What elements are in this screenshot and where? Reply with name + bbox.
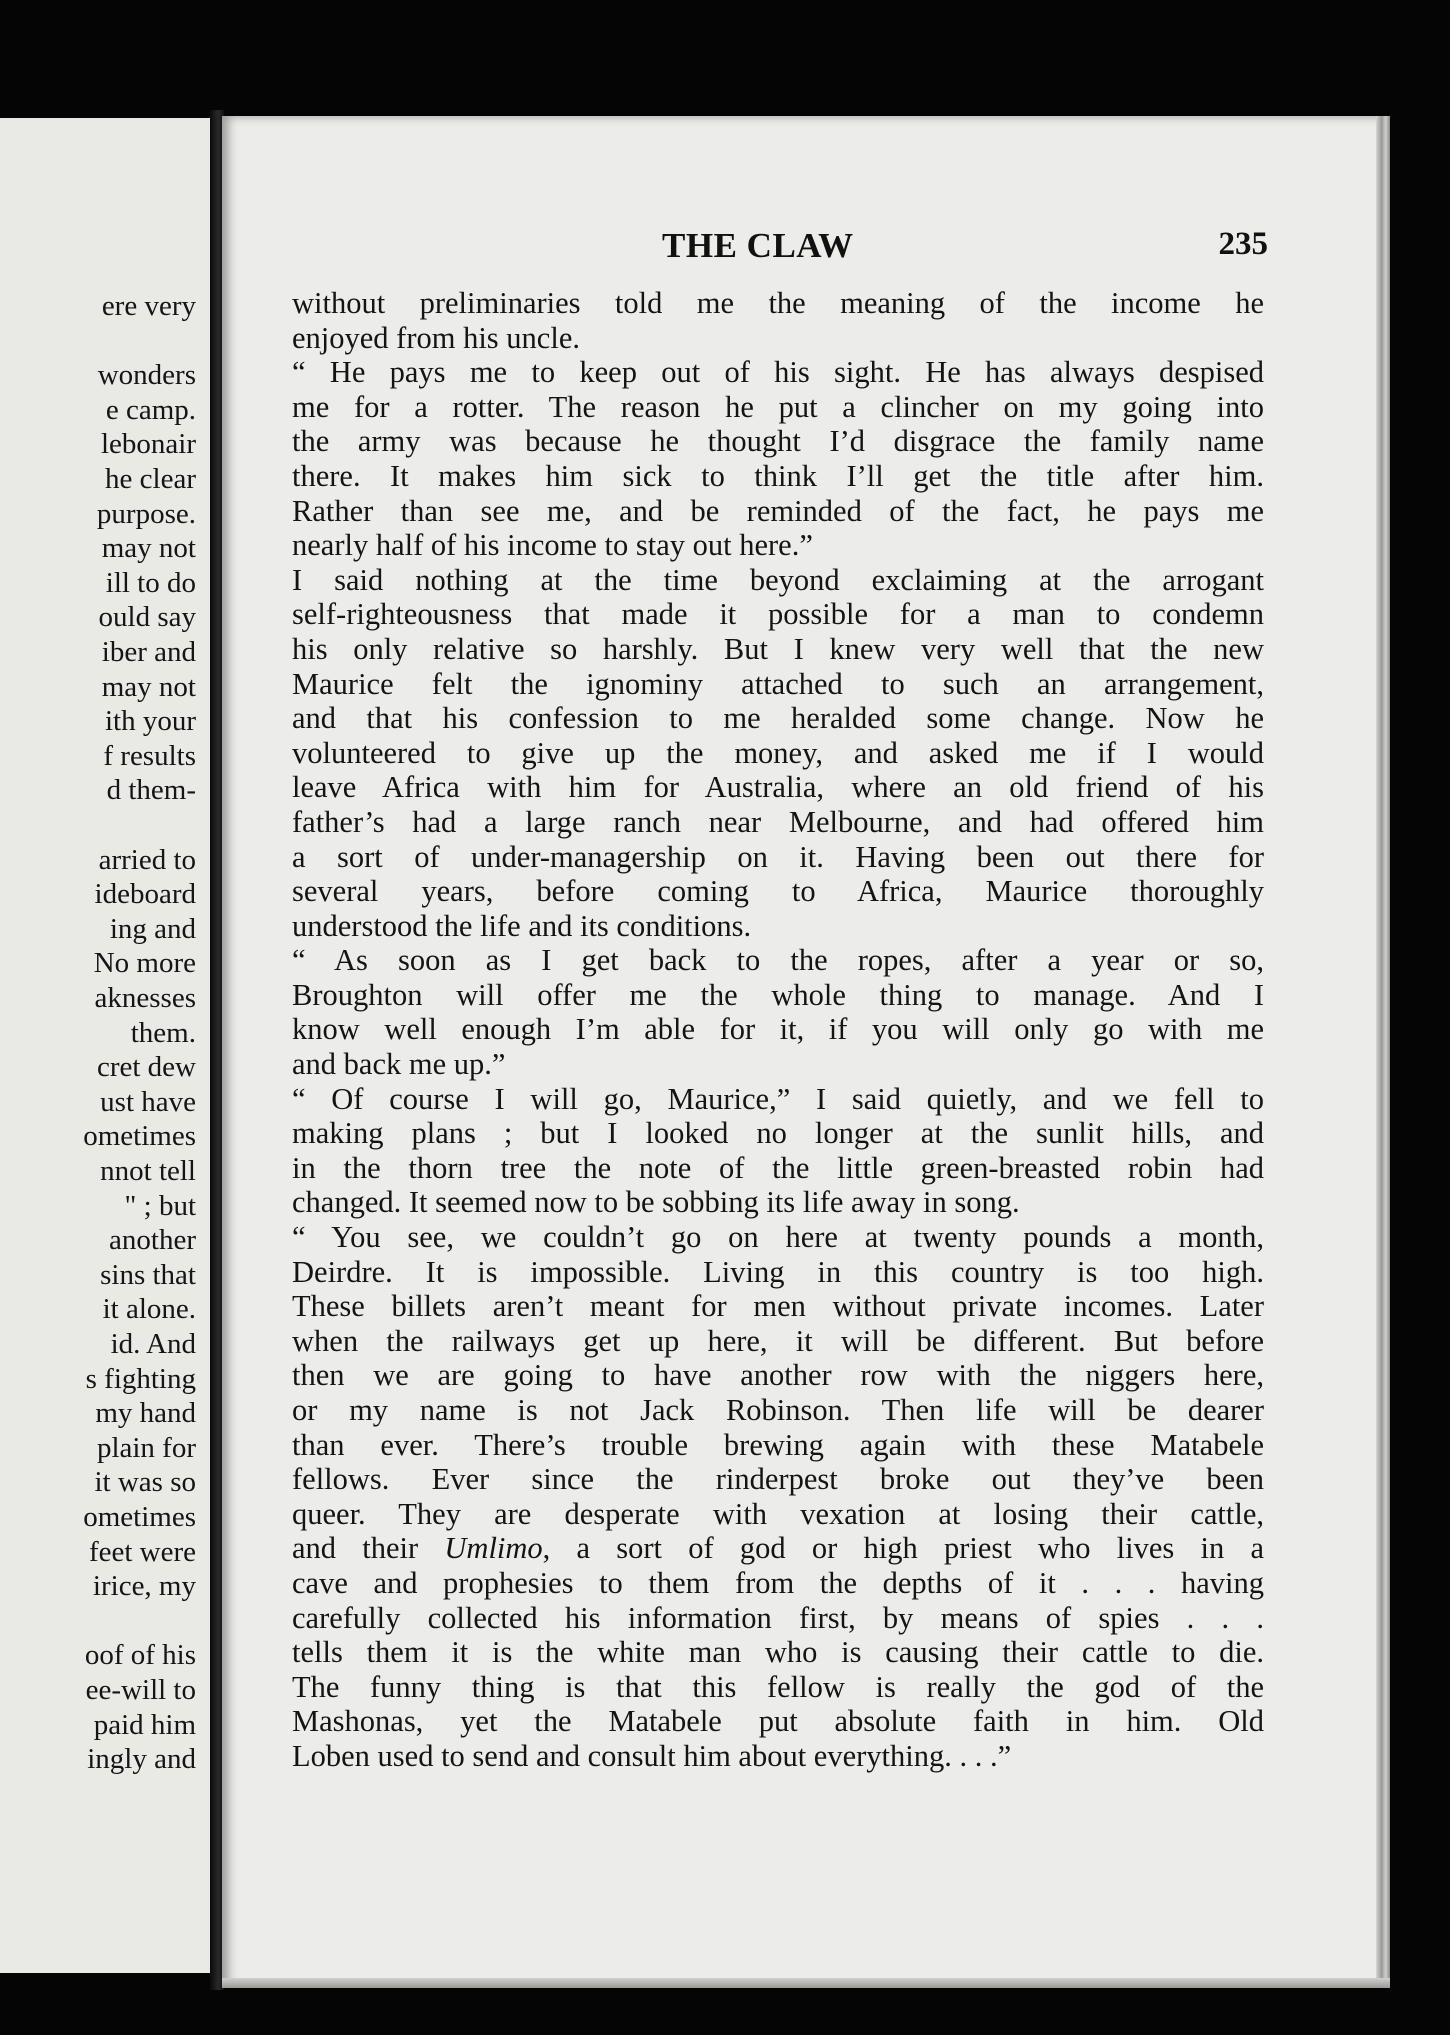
left-page-line: may not [101, 532, 196, 565]
left-page-line: another [109, 1224, 196, 1257]
text-line: Broughton will offer me the whole thing to manage. And I [292, 977, 1264, 1012]
text-line: when the railways get up here, it will be different. But before [292, 1323, 1264, 1358]
left-page-line: nnot tell [100, 1155, 196, 1187]
left-page-line: id. And [110, 1328, 196, 1360]
text-line: changed. It seemed now to be sobbing its life away in song. [292, 1185, 1020, 1220]
text-line: Loben used to send and consult him about everything. . . .” [292, 1738, 1012, 1773]
left-page-line: it alone. [102, 1293, 196, 1326]
left-page-line: aknesses [94, 982, 196, 1014]
left-page-line: oof of his [84, 1639, 196, 1672]
left-page-line: e camp. [105, 393, 196, 426]
text-line: and back me up.” [292, 1047, 506, 1082]
text-line: Rather than see me, and be reminded of the fact, he pays me [292, 493, 1264, 528]
left-page-line: f results [103, 739, 196, 772]
left-page-line: lebonair [100, 428, 196, 461]
left-page-line: ust have [100, 1085, 196, 1118]
text-line: self-righteousness that made it possible for a man to condemn [292, 597, 1264, 632]
left-page-line: it was so [94, 1466, 196, 1499]
left-page-line: paid him [93, 1708, 196, 1741]
text-line: queer. They are desperate with vexation at losing their cattle, [292, 1496, 1264, 1531]
left-page-line: d them- [106, 774, 196, 807]
text-line: Maurice felt the ignominy attached to such an arrangement, [292, 666, 1264, 701]
text-line: then we are going to have another row with the niggers here, [292, 1358, 1264, 1393]
text-line: Deirdre. It is impossible. Living in this country is too high. [292, 1254, 1264, 1289]
text-line: a sort of under-managership on it. Having been out there for [292, 839, 1264, 874]
text-line: enjoyed from his uncle. [292, 320, 580, 355]
left-page-line: feet were [88, 1535, 196, 1568]
text-line: “ As soon as I get back to the ropes, after a year or so, [292, 943, 1264, 978]
left-page-line: ideboard [94, 878, 196, 911]
text-line: than ever. There’s trouble brewing again with these Matabele [292, 1427, 1264, 1462]
left-page-line: sins that [100, 1258, 196, 1291]
text-line: understood the life and its conditions. [292, 908, 752, 943]
text-line: and their Umlimo, a sort of god or high priest who lives in a [292, 1531, 1264, 1566]
text-line: Mashonas, yet the Matabele put absolute faith in him. Old [292, 1704, 1264, 1739]
text-line: his only relative so harshly. But I knew very well that the new [292, 631, 1264, 666]
page-edge [1376, 116, 1390, 1988]
text-line: there. It makes him sick to think I’ll get the title after him. [292, 458, 1264, 493]
text-line: or my name is not Jack Robinson. Then life will be dearer [292, 1393, 1264, 1427]
left-page-line: plain for [96, 1431, 196, 1464]
left-page-line: s fighting [85, 1362, 196, 1395]
left-page-line: ere very [101, 290, 196, 322]
left-page-line: he clear [105, 463, 196, 495]
left-page-line: my hand [95, 1397, 196, 1430]
left-page-line: No more [93, 947, 196, 980]
left-page-line: ometimes [83, 1501, 196, 1533]
left-page-line: may not [101, 670, 196, 703]
left-page-line: ee-will to [85, 1674, 196, 1706]
text-line: several years, before coming to Africa, Maurice thoroughly [292, 874, 1264, 909]
italic-word: Umlimo [444, 1531, 543, 1566]
text-line: know well enough I’m able for it, if you will only go with me [292, 1012, 1264, 1047]
left-page-line: " ; but [124, 1189, 196, 1222]
text-line: fellows. Ever since the rinderpest broke out they’ve been [292, 1462, 1264, 1497]
left-page-line: ometimes [83, 1120, 196, 1153]
right-page [222, 116, 1390, 1988]
running-head: THE CLAW [662, 226, 854, 265]
text-line: The funny thing is that this fellow is really the god of the [292, 1669, 1264, 1704]
text-line: “ Of course I will go, Maurice,” I said quietly, and we fell to [292, 1081, 1264, 1116]
text-line: cave and prophesies to them from the depths of it . . . having [292, 1565, 1264, 1600]
text-line: in the thorn tree the note of the little green-breasted robin had [292, 1150, 1264, 1185]
text-line: volunteered to give up the money, and asked me if I would [292, 735, 1264, 770]
text-line: “ You see, we couldn’t go on here at twenty pounds a month, [292, 1220, 1264, 1255]
left-page-line: ould say [98, 601, 196, 634]
text-line: tells them it is the white man who is causing their cattle to die. [292, 1635, 1264, 1670]
left-page-line: ill to do [105, 566, 196, 599]
text-line: nearly half of his income to stay out here.” [292, 528, 813, 563]
text-line: carefully collected his information first, by means of spies . . . [292, 1600, 1264, 1635]
text-line: and that his confession to me heralded some change. Now he [292, 701, 1264, 736]
left-page-line: iber and [101, 636, 196, 668]
left-page-line: ingly and [87, 1743, 196, 1776]
text-line: making plans ; but I looked no longer at the sunlit hills, and [292, 1116, 1264, 1151]
left-facing-page [0, 118, 213, 1973]
page-bottom-edge [222, 1978, 1390, 1988]
left-page-line: ith your [104, 705, 196, 738]
text-line: father’s had a large ranch near Melbourne, and had offered him [292, 804, 1264, 839]
text-line: leave Africa with him for Australia, where an old friend of his [292, 770, 1264, 805]
left-page-line: cret dew [96, 1051, 196, 1084]
left-page-line: them. [130, 1016, 196, 1049]
left-page-line: irice, my [92, 1570, 196, 1603]
text-line: These billets aren’t meant for men without private incomes. Later [292, 1289, 1264, 1324]
text-line: without preliminaries told me the meaning of the income he [292, 286, 1264, 320]
text-line: I said nothing at the time beyond exclaiming at the arrogant [292, 562, 1264, 597]
left-page-line: arried to [98, 843, 196, 876]
text-line: the army was because he thought I’d disgrace the family name [292, 424, 1264, 459]
text-line: me for a rotter. The reason he put a clincher on my going into [292, 389, 1264, 424]
page-number: 235 [1218, 226, 1268, 262]
page-header [222, 226, 1390, 270]
page-body-text [292, 286, 1264, 1774]
left-page-line: wonders [97, 359, 196, 392]
left-page-line: ing and [109, 912, 196, 945]
left-page-line: purpose. [96, 497, 196, 530]
text-line: “ He pays me to keep out of his sight. He has always despised [292, 355, 1264, 390]
